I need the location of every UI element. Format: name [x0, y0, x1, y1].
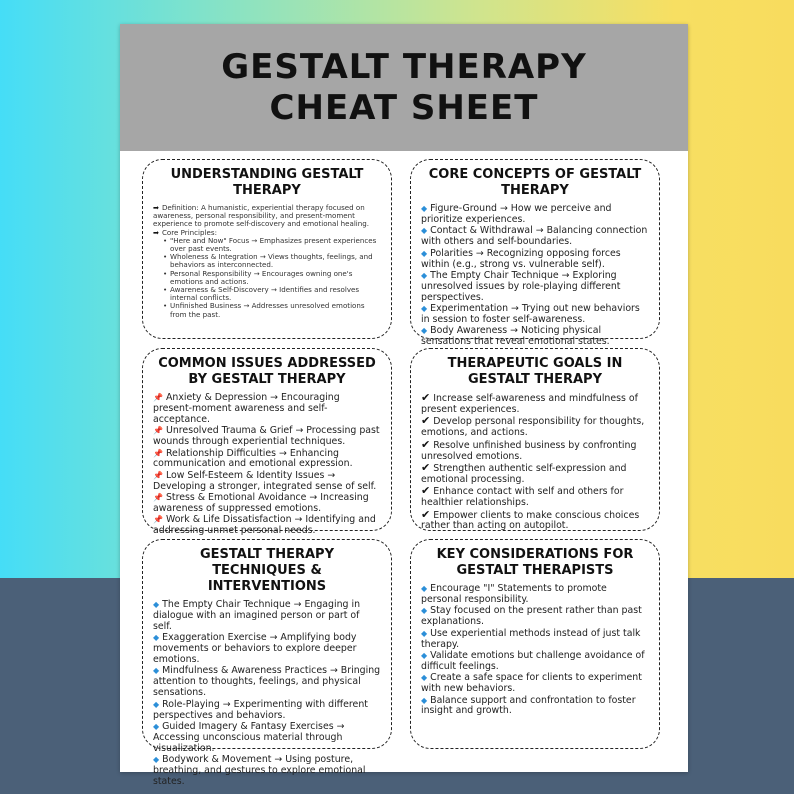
- considerations-list: [421, 584, 649, 717]
- red-pushpin-icon: 📌: [153, 515, 163, 525]
- list-item: [421, 486, 649, 509]
- item-text: Stay focused on the present rather than past explanations.: [421, 605, 642, 628]
- list-item: [153, 700, 381, 722]
- item-text: Mindfulness & Awareness Practices → Bringing attention to thoughts, feelings, and physical sensations.: [153, 665, 381, 699]
- card-heading: KEY CONSIDERATIONS FOR GESTALT THERAPISTS: [436, 547, 634, 578]
- understanding-list: [153, 204, 381, 319]
- red-pushpin-icon: 📌: [153, 448, 163, 458]
- list-item: [153, 393, 381, 426]
- checkmark-icon: ✔: [421, 437, 431, 451]
- blue-diamond-icon: ◆: [153, 721, 160, 731]
- principle-item: • Awareness & Self-Discovery → Identifies and resolves internal conflicts.: [163, 286, 381, 302]
- list-item: [421, 507, 649, 533]
- list-item: [153, 515, 381, 537]
- principle-item: • Unfinished Business → Addresses unresolved emotions from the past.: [163, 302, 381, 318]
- title-line-2: CHEAT SHEET: [269, 87, 539, 128]
- item-text: Encourage "I" Statements to promote personal responsibility.: [421, 583, 607, 605]
- blue-diamond-icon: ◆: [153, 666, 160, 676]
- list-item: [421, 204, 649, 226]
- red-pushpin-icon: 📌: [153, 393, 163, 402]
- item-text: Increase self-awareness and mindfulness of present experiences.: [421, 393, 638, 415]
- item-text: Experimentation → Trying out new behaviors in session to foster self-awareness.: [421, 303, 640, 326]
- blue-diamond-icon: ◆: [421, 270, 428, 280]
- blue-diamond-icon: ◆: [153, 633, 160, 643]
- card-understanding: [142, 159, 392, 339]
- red-pushpin-icon: 📌: [153, 470, 163, 480]
- list-item: [421, 226, 649, 248]
- checkmark-icon: ✔: [421, 460, 431, 474]
- checkmark-icon: ✔: [421, 484, 431, 498]
- title-line-1: GESTALT THERAPY: [221, 46, 587, 87]
- blue-diamond-icon: ◆: [421, 226, 428, 236]
- blue-diamond-icon: ◆: [421, 584, 428, 593]
- card-heading: UNDERSTANDING GESTALT THERAPY: [170, 167, 364, 198]
- item-text: The Empty Chair Technique → Engaging in dialogue with an imagined person or part of self.: [153, 599, 361, 632]
- item-text: Validate emotions but challenge avoidance of difficult feelings.: [421, 649, 645, 672]
- card-heading: GESTALT THERAPY TECHNIQUES & INTERVENTIONS: [200, 547, 334, 594]
- list-item: [421, 304, 649, 326]
- item-text: Guided Imagery & Fantasy Exercises → Accessing unconscious material through visualization.: [153, 720, 345, 754]
- blue-diamond-icon: ◆: [153, 699, 160, 709]
- goals-list: [421, 393, 649, 532]
- item-text: Empower clients to make conscious choices rather than acting on autopilot.: [421, 509, 640, 532]
- list-item: [421, 696, 649, 718]
- right-arrow-icon: ➡: [153, 203, 159, 212]
- item-text: Unresolved Trauma & Grief → Processing past wounds through experiential techniques.: [153, 425, 380, 448]
- list-item: [153, 471, 381, 493]
- list-item: [421, 416, 649, 439]
- card-key-considerations: [410, 539, 660, 749]
- item-text: Figure-Ground → How we perceive and prioritize experiences.: [421, 203, 612, 225]
- item-text: Bodywork & Movement → Using posture, breathing, and gestures to explore emotional states.: [153, 754, 366, 787]
- item-text: Work & Life Dissatisfaction → Identifying and addressing unmet personal needs.: [153, 514, 376, 537]
- item-text: Develop personal responsibility for thoughts, emotions, and actions.: [421, 416, 645, 439]
- core-principles-label: Core Principles:: [161, 227, 217, 237]
- item-text: Polarities → Recognizing opposing forces within (e.g., strong vs. vulnerable self).: [421, 247, 621, 270]
- blue-diamond-icon: ◆: [153, 755, 160, 765]
- item-text: Balance support and confrontation to foster insight and growth.: [421, 694, 636, 717]
- blue-diamond-icon: ◆: [421, 606, 428, 616]
- checkmark-icon: ✔: [421, 391, 431, 404]
- card-heading: THERAPEUTIC GOALS IN GESTALT THERAPY: [447, 356, 623, 387]
- card-core-concepts: [410, 159, 660, 348]
- card-heading: COMMON ISSUES ADDRESSED BY GESTALT THERAPY: [158, 356, 376, 387]
- list-item: [153, 600, 381, 633]
- blue-diamond-icon: ◆: [421, 650, 428, 660]
- list-item: [153, 426, 381, 448]
- list-item: [421, 271, 649, 304]
- list-item: [421, 460, 649, 486]
- list-item: [153, 666, 381, 699]
- blue-diamond-icon: ◆: [421, 673, 428, 683]
- list-item: [421, 673, 649, 695]
- list-item: [421, 326, 649, 348]
- item-text: Resolve unfinished business by confronting unresolved emotions.: [421, 439, 637, 462]
- item-text: Contact & Withdrawal → Balancing connection with others and self-boundaries.: [421, 225, 648, 248]
- principles-list: [153, 237, 381, 319]
- title-banner: [120, 24, 688, 151]
- list-item: [153, 755, 381, 788]
- definition-text: Definition: A humanistic, experiential therapy focused on awareness, personal responsibility, and present-moment experience to promote self-discovery and emotional healing.: [153, 203, 370, 229]
- red-pushpin-icon: 📌: [153, 493, 163, 503]
- list-item: [421, 393, 649, 416]
- item-text: Strengthen authentic self-expression and emotional processing.: [421, 462, 627, 485]
- item-text: Exaggeration Exercise → Amplifying body movements or behaviors to explore deeper emotions.: [153, 632, 357, 666]
- item-text: Low Self-Esteem & Identity Issues → Developing a stronger, integrated sense of self.: [153, 469, 377, 492]
- blue-diamond-icon: ◆: [421, 326, 428, 336]
- list-item: [153, 229, 381, 319]
- card-common-issues: [142, 348, 392, 537]
- item-text: Stress & Emotional Avoidance → Increasing awareness of suppressed emotions.: [153, 492, 369, 515]
- list-item: [421, 651, 649, 673]
- item-text: The Empty Chair Technique → Exploring unresolved issues by role-playing different perspectives.: [421, 269, 621, 303]
- principle-item: • "Here and Now" Focus → Emphasizes present experiences over past events.: [163, 237, 381, 253]
- list-item: [153, 204, 381, 229]
- item-text: Enhance contact with self and others for healthier relationships.: [421, 486, 624, 509]
- blue-diamond-icon: ◆: [421, 248, 428, 258]
- list-item: [421, 606, 649, 628]
- list-item: [153, 493, 381, 515]
- list-item: [153, 722, 381, 755]
- techniques-list: [153, 600, 381, 788]
- checkmark-icon: ✔: [421, 507, 431, 521]
- cheat-sheet-page: [120, 24, 688, 787]
- list-item: [153, 449, 381, 471]
- card-techniques: [142, 539, 392, 787]
- item-text: Anxiety & Depression → Encouraging present-moment awareness and self-acceptance.: [153, 392, 340, 425]
- principle-item: • Wholeness & Integration → Views thoughts, feelings, and behaviors as interconnected.: [163, 253, 381, 269]
- item-text: Role-Playing → Experimenting with different perspectives and behaviors.: [153, 698, 368, 721]
- list-item: [421, 629, 649, 651]
- item-text: Body Awareness → Noticing physical sensations that reveal emotional states.: [421, 325, 610, 348]
- item-text: Create a safe space for clients to experiment with new behaviors.: [421, 672, 642, 695]
- list-item: [153, 633, 381, 666]
- list-item: [421, 249, 649, 271]
- item-text: Relationship Difficulties → Enhancing communication and emotional expression.: [153, 447, 353, 470]
- red-pushpin-icon: 📌: [153, 426, 163, 436]
- blue-diamond-icon: ◆: [421, 628, 428, 638]
- concepts-list: [421, 204, 649, 348]
- right-arrow-icon: ➡: [153, 227, 159, 237]
- blue-diamond-icon: ◆: [421, 695, 428, 705]
- blue-diamond-icon: ◆: [421, 204, 428, 213]
- blue-diamond-icon: ◆: [421, 304, 428, 314]
- blue-diamond-icon: ◆: [153, 600, 160, 609]
- card-therapeutic-goals: [410, 348, 660, 531]
- list-item: [421, 437, 649, 463]
- list-item: [421, 584, 649, 606]
- item-text: Use experiential methods instead of just talk therapy.: [421, 627, 641, 650]
- issues-list: [153, 393, 381, 537]
- card-heading: CORE CONCEPTS OF GESTALT THERAPY: [428, 167, 642, 198]
- principle-item: • Personal Responsibility → Encourages owning one's emotions and actions.: [163, 270, 381, 286]
- checkmark-icon: ✔: [421, 414, 431, 428]
